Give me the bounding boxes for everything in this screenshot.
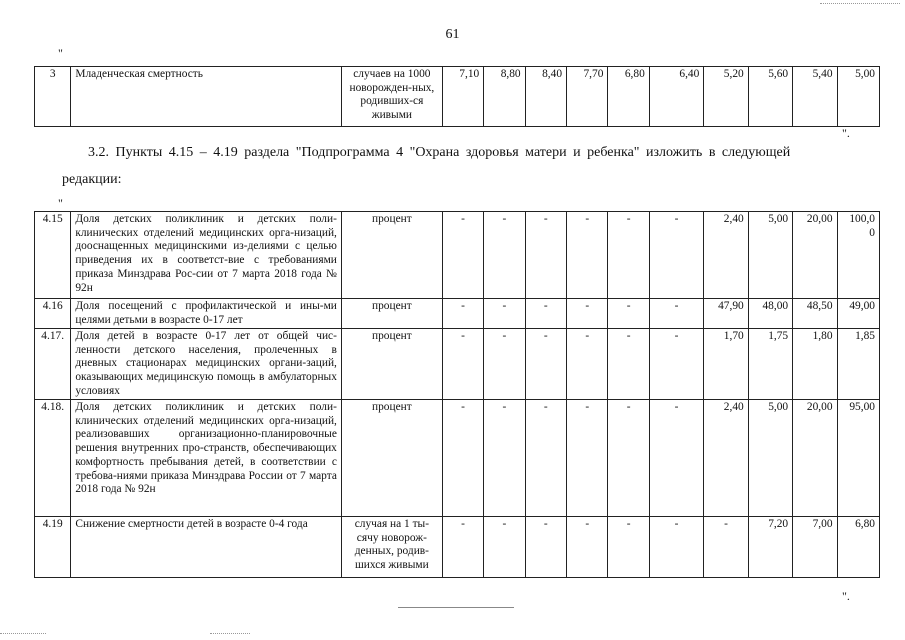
indicator-name-cell: Доля детей в возрасте 0-17 лет от общей чис-ленности детского населения, пролеченных в дневных стационарах медицинских органи-заций, оказывающих медицинскую помощь в амбулаторных условиях (71, 329, 342, 400)
value-cell: 7,20 (748, 517, 792, 578)
value-cell: 5,60 (748, 67, 792, 127)
closing-quote: ". (842, 126, 850, 140)
value-cell: - (442, 212, 483, 299)
value-cell: 47,90 (704, 299, 748, 329)
value-cell: 8,80 (484, 67, 525, 127)
indicator-name-cell: Младенческая смертность (71, 67, 342, 127)
value-cell: - (442, 329, 483, 400)
value-cell: 2,40 (704, 212, 748, 299)
scan-artifact (820, 3, 900, 4)
unit-cell: процент (341, 299, 442, 329)
value-cell: 1,85 (837, 329, 879, 400)
value-cell: - (442, 400, 483, 517)
closing-quote: ". (842, 589, 850, 603)
value-cell: 6,80 (608, 67, 649, 127)
value-cell: 2,40 (704, 400, 748, 517)
value-cell: - (649, 329, 704, 400)
table-row (35, 299, 880, 329)
page-number: 61 (445, 27, 460, 42)
value-cell: 48,00 (748, 299, 792, 329)
value-cell: 7,70 (567, 67, 608, 127)
scan-artifact (210, 633, 250, 634)
value-cell: - (525, 400, 566, 517)
value-cell: - (442, 299, 483, 329)
row-number-cell: 4.19 (35, 517, 71, 578)
opening-quote: " (58, 46, 63, 60)
unit-cell: случая на 1 ты-сячу новорож-денных, родив-шихся живыми (341, 517, 442, 578)
value-cell: 95,00 (837, 400, 879, 517)
value-cell: - (567, 329, 608, 400)
value-cell: - (442, 517, 483, 578)
value-cell: - (484, 212, 525, 299)
table-row (35, 67, 880, 127)
value-cell: - (567, 517, 608, 578)
value-cell: 5,00 (748, 212, 792, 299)
value-cell: 5,40 (793, 67, 837, 127)
unit-cell: процент (341, 400, 442, 517)
row-number-cell: 4.16 (35, 299, 71, 329)
value-cell: - (608, 517, 649, 578)
value-cell: - (649, 400, 704, 517)
value-cell: - (608, 299, 649, 329)
value-cell: - (484, 329, 525, 400)
value-cell: - (649, 517, 704, 578)
unit-cell: случаев на 1000 новорожден-ных, родивших-ся живыми (341, 67, 442, 127)
row-number-cell: 4.17. (35, 329, 71, 400)
value-cell: - (608, 329, 649, 400)
paragraph-line-1: 3.2. Пункты 4.15 – 4.19 раздела "Подпрограмма 4 "Охрана здоровья матери и ребенка" изложить в следующей (88, 145, 791, 160)
value-cell: 7,10 (442, 67, 483, 127)
value-cell: - (567, 400, 608, 517)
value-cell: - (525, 299, 566, 329)
value-cell: 1,75 (748, 329, 792, 400)
value-cell: - (649, 212, 704, 299)
paragraph-line-2: редакции: (62, 172, 122, 187)
row-number-cell: 4.15 (35, 212, 71, 299)
value-cell: 6,80 (837, 517, 879, 578)
value-cell: - (704, 517, 748, 578)
value-cell: 7,00 (793, 517, 837, 578)
value-cell: 100,0 0 (837, 212, 879, 299)
footer-rule (398, 607, 514, 608)
value-cell: 1,80 (793, 329, 837, 400)
unit-cell: процент (341, 329, 442, 400)
value-cell: - (567, 212, 608, 299)
table-infant-mortality (34, 66, 880, 127)
table-row (35, 329, 880, 400)
indicator-name-cell: Доля детских поликлиник и детских поли-клинических отделений медицинских орга-низаций, дооснащенных медицинскими из-делиями с целью приведения их в соответст-вие с требованиями приказа Минздрава Рос-сии от 7 марта 2018 года № 92н (71, 212, 342, 299)
value-cell: 5,00 (748, 400, 792, 517)
opening-quote: " (58, 196, 63, 210)
value-cell: 20,00 (793, 212, 837, 299)
indicator-name-cell: Доля детских поликлиник и детских поли-клинических отделений медицинских орга-низаций, реализовавших организационно-планировочные решения внутренних про-странств, обеспечивающих комфортность пребывания детей, в соответствии с требова-ниями приказа Минздрава России от 7 марта 2018 года № 92н (71, 400, 342, 517)
table-maternal-child-health (34, 211, 880, 578)
value-cell: - (484, 517, 525, 578)
value-cell: - (525, 212, 566, 299)
value-cell: - (484, 299, 525, 329)
value-cell: - (525, 517, 566, 578)
unit-cell: процент (341, 212, 442, 299)
value-cell: - (567, 299, 608, 329)
value-cell: 20,00 (793, 400, 837, 517)
value-cell: 6,40 (649, 67, 704, 127)
value-cell: 48,50 (793, 299, 837, 329)
value-cell: 1,70 (704, 329, 748, 400)
scan-artifact (0, 633, 46, 634)
value-cell: 8,40 (525, 67, 566, 127)
row-number-cell: 4.18. (35, 400, 71, 517)
value-cell: 5,20 (704, 67, 748, 127)
row-number-cell: 3 (35, 67, 71, 127)
indicator-name-cell: Снижение смертности детей в возрасте 0-4 года (71, 517, 342, 578)
value-cell: 5,00 (837, 67, 879, 127)
value-cell: - (608, 400, 649, 517)
value-cell: - (608, 212, 649, 299)
table-row (35, 212, 880, 299)
value-cell: - (525, 329, 566, 400)
value-cell: 49,00 (837, 299, 879, 329)
table-row (35, 517, 880, 578)
value-cell: - (484, 400, 525, 517)
indicator-name-cell: Доля посещений с профилактической и ины-ми целями детьми в возрасте 0-17 лет (71, 299, 342, 329)
table-row (35, 400, 880, 517)
value-cell: - (649, 299, 704, 329)
